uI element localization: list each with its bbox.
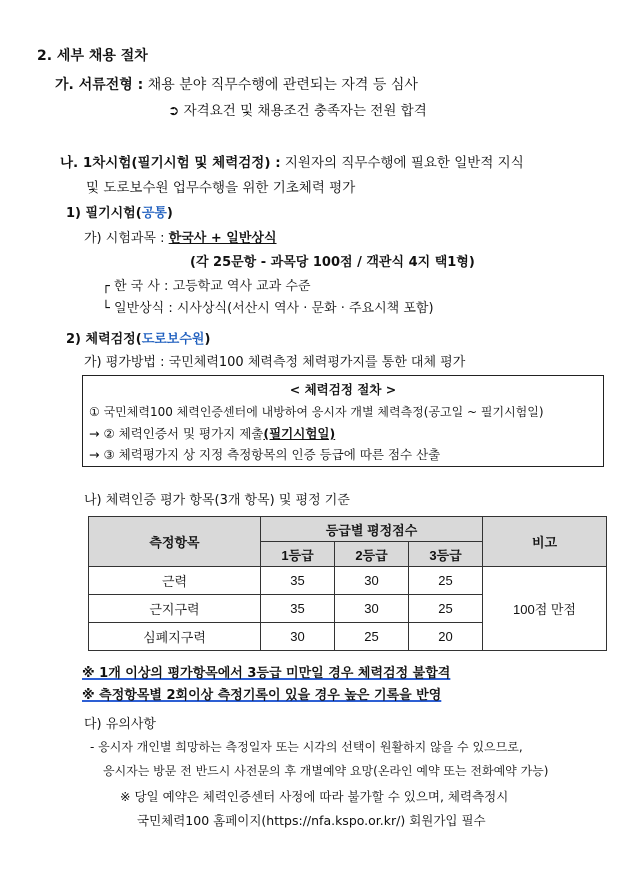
arrow-icon: ➲ xyxy=(168,103,180,119)
row-grade1: 35 xyxy=(261,567,335,595)
row-note: 100점 만점 xyxy=(483,567,607,651)
step-ga-pass xyxy=(168,99,427,119)
row-grade1: 30 xyxy=(261,623,335,651)
caution-line2: 응시자는 방문 전 반드시 사전문의 후 개별예약 요망(온라인 예약 또는 전화예약 가능) xyxy=(103,764,549,778)
step-document-screening xyxy=(55,74,418,94)
step-na-text2: 및 도로보수원 업무수행을 위한 기초체력 평가 xyxy=(86,180,356,196)
box-step2-emph: (필기시험일) xyxy=(263,426,336,441)
table-row xyxy=(89,567,607,595)
col-grade-group-header: 등급별 평정점수 xyxy=(261,517,483,542)
written-subject xyxy=(84,227,277,246)
row-grade2: 25 xyxy=(335,623,409,651)
fitness-method xyxy=(84,351,465,370)
row-grade3: 25 xyxy=(409,567,483,595)
subject-label: 가) 시험과목 : xyxy=(84,231,165,246)
fitness-heading xyxy=(66,328,210,347)
col-grade3-header: 3등급 xyxy=(409,542,483,567)
step-na-label: 나. 1차시험(필기시험 및 체력검정) : xyxy=(60,155,281,171)
step-first-exam xyxy=(60,151,524,171)
col-item-header: 측정항목 xyxy=(89,517,261,567)
step-ga-label: 가. 서류전형 : xyxy=(55,77,144,93)
caution-heading: 다) 유의사항 xyxy=(84,717,156,732)
col-grade1-header: 1등급 xyxy=(261,542,335,567)
box-title: < 체력검정 절차 > xyxy=(289,382,397,397)
step-ga-pass-text: 자격요건 및 채용조건 충족자는 전원 합격 xyxy=(183,103,427,119)
korean-history-value: 고등학교 역사 교과 수준 xyxy=(172,279,311,294)
section-title: 2. 세부 채용 절차 xyxy=(37,48,148,64)
step-na-text1: 지원자의 직무수행에 필요한 일반적 지식 xyxy=(284,155,524,171)
box-step2-text: → ② 체력인증서 및 평가지 제출 xyxy=(89,426,264,441)
evaluation-table xyxy=(88,516,607,651)
method-value: 국민체력100 체력측정 체력평가지를 통한 대체 평가 xyxy=(168,355,466,370)
row-grade1: 35 xyxy=(261,595,335,623)
fitness-procedure-box xyxy=(82,375,604,467)
subject-detail: (각 25문항 - 과목당 100점 / 객관식 4지 택1형) xyxy=(190,255,475,270)
written-heading-prefix: 1) 필기시험( xyxy=(66,206,142,221)
note-best-record: ※ 측정항목별 2회이상 측정기록이 있을 경우 높은 기록을 반영 xyxy=(82,688,442,703)
box-step2 xyxy=(89,424,335,442)
korean-history-label: ┌ 한 국 사 : xyxy=(102,279,169,294)
row-item: 근지구력 xyxy=(89,595,261,623)
fitness-heading-prefix: 2) 체력검정( xyxy=(66,332,142,347)
row-item: 근력 xyxy=(89,567,261,595)
col-grade2-header: 2등급 xyxy=(335,542,409,567)
written-heading xyxy=(66,202,173,221)
col-note-header: 비고 xyxy=(483,517,607,567)
general-value: 시사상식(서산시 역사 · 문화 · 주요시책 포함) xyxy=(176,301,434,316)
caution-line4: 국민체력100 홈페이지(https://nfa.kspo.or.kr/) 회원가입 필수 xyxy=(137,813,486,828)
row-grade2: 30 xyxy=(335,595,409,623)
box-step1: ① 국민체력100 체력인증센터에 내방하여 응시자 개별 체력측정(공고일 ~ 필기시험일) xyxy=(89,405,544,419)
fitness-heading-highlight: 도로보수원 xyxy=(141,332,205,347)
box-step3: → ③ 체력평가지 상 지정 측정항목의 인증 등급에 따른 점수 산출 xyxy=(89,447,441,462)
note-fail-condition: ※ 1개 이상의 평가항목에서 3등급 미만일 경우 체력검정 불합격 xyxy=(82,666,451,681)
row-item: 심폐지구력 xyxy=(89,623,261,651)
method-label: 가) 평가방법 : xyxy=(84,355,165,370)
subject-value: 한국사 + 일반상식 xyxy=(168,231,277,246)
criteria-heading: 나) 체력인증 평가 항목(3개 항목) 및 평정 기준 xyxy=(84,493,350,508)
written-heading-suffix: ) xyxy=(166,206,173,221)
caution-line1: - 응시자 개인별 희망하는 측정일자 또는 시각의 선택이 원활하지 않을 수 있으므로, xyxy=(90,740,523,754)
row-grade3: 25 xyxy=(409,595,483,623)
row-grade2: 30 xyxy=(335,567,409,595)
general-knowledge-row xyxy=(102,297,434,316)
caution-line3: ※ 당일 예약은 체력인증센터 사정에 따라 불가할 수 있으며, 체력측정시 xyxy=(120,789,509,804)
korean-history-row xyxy=(102,275,311,294)
written-heading-highlight: 공통 xyxy=(141,206,167,221)
fitness-heading-suffix: ) xyxy=(204,332,211,347)
general-label: └ 일반상식 : xyxy=(102,301,173,316)
row-grade3: 20 xyxy=(409,623,483,651)
step-ga-text: 채용 분야 직무수행에 관련되는 자격 등 심사 xyxy=(147,77,418,93)
